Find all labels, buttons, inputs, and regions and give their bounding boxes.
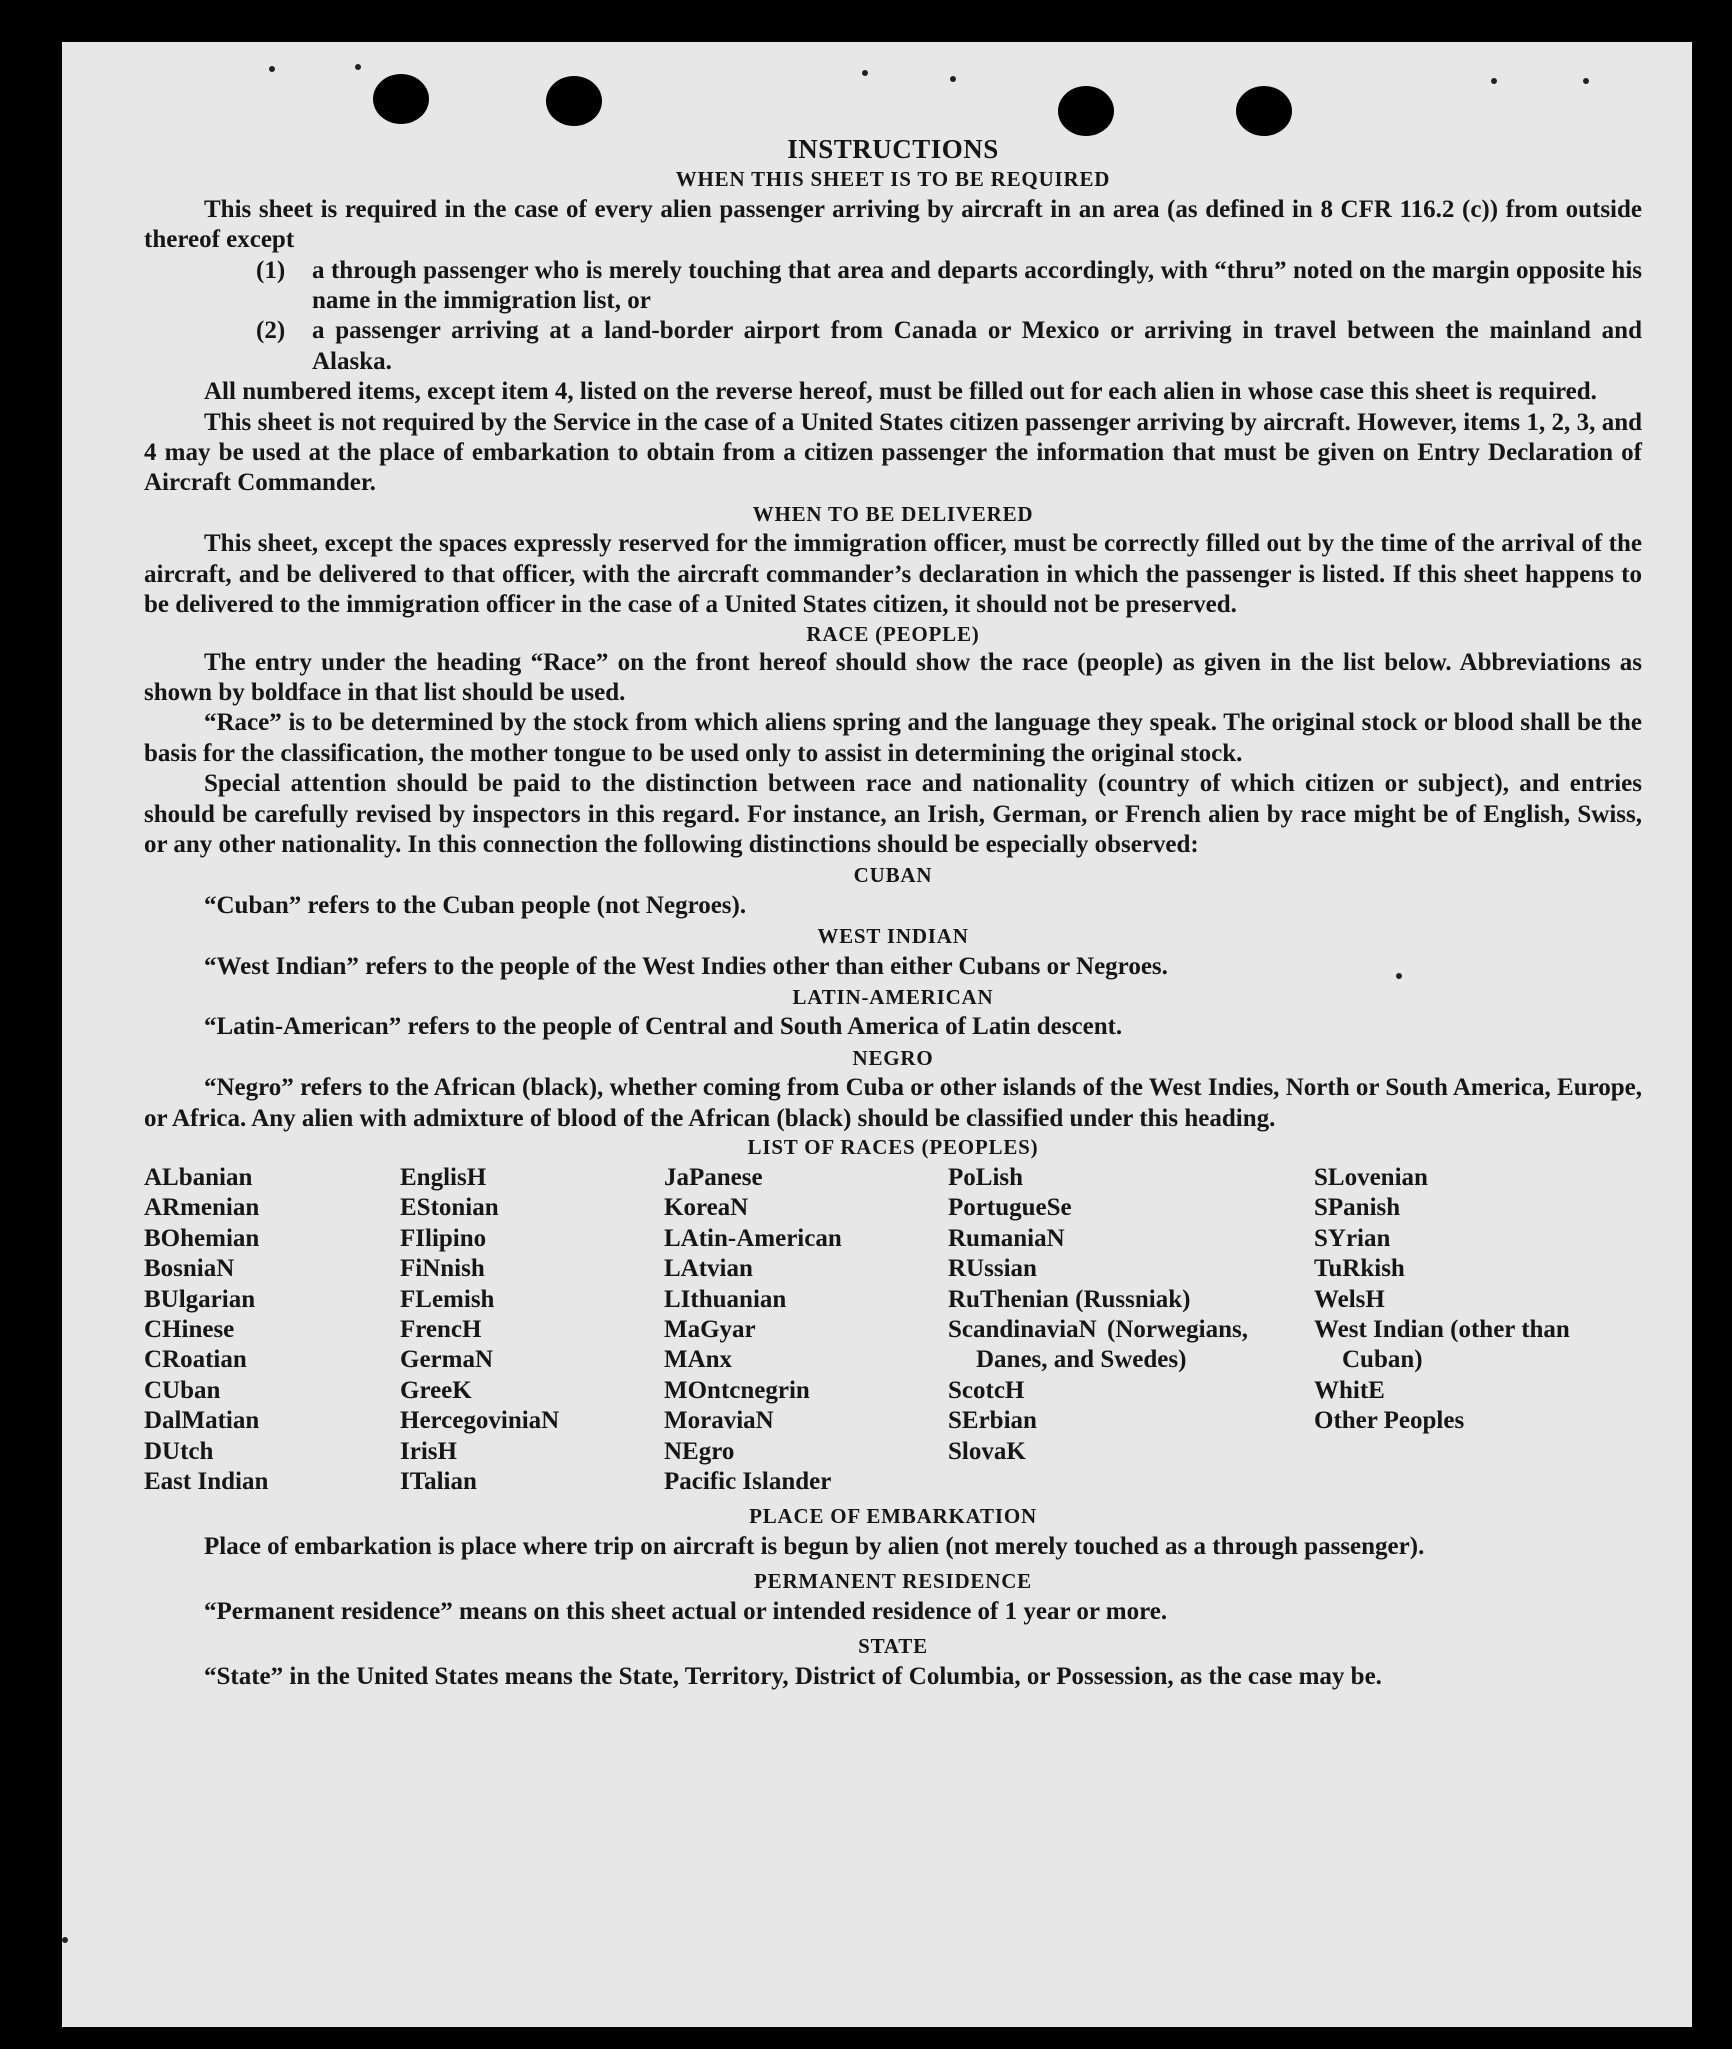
race-item: NEgro [664, 1437, 735, 1465]
race-item: LAtvian [664, 1255, 753, 1283]
race-item: RumaniaN [948, 1224, 1065, 1252]
speck [269, 66, 275, 72]
section-heading: PLACE OF EMBARKATION [749, 1504, 1037, 1529]
paragraph: “State” in the United States means the State, Territory, District of Columbia, or Possession, as the case may be. [204, 1662, 1382, 1690]
race-item: CHinese [144, 1316, 235, 1344]
paragraph: This sheet is required in the case of every alien passenger arriving by aircraft in an area (as defined in 8 CFR 116.2 (c)) from outside thereof except [144, 195, 1642, 254]
race-item: HercegoviniaN [400, 1407, 560, 1435]
paragraph: “Race” is to be determined by the stock from which aliens spring and the language they speak. The original stock or blood shall be the basis for the classification, the mother tongue to be used only to assist in determining the original stock. [144, 709, 1642, 767]
race-item: Pacific Islander [664, 1468, 832, 1496]
paragraph: Special attention should be paid to the distinction between race and nationality (country of which citizen or subject), and entries should be carefully revised by inspectors in this regard. For instance, an Irish, German, or French alien by race might be of English, Swiss, or any other nationality. In this connection the following distinctions should be especially observed: [144, 770, 1642, 858]
paragraph: “Permanent residence” means on this sheet actual or intended residence of 1 year or more. [204, 1597, 1168, 1625]
race-item: FIlipino [400, 1224, 487, 1252]
race-column [144, 1163, 400, 1497]
paragraph: All numbered items, except item 4, listed on the reverse hereof, must be filled out for each alien in whose case this sheet is required. [204, 378, 1597, 406]
speck [950, 76, 956, 82]
section-heading: NEGRO [852, 1045, 934, 1070]
race-item: RuThenian (Russniak) [948, 1285, 1191, 1313]
race-item: CRoatian [144, 1346, 247, 1374]
race-item: IrisH [400, 1437, 457, 1465]
race-item: SlovaK [948, 1437, 1026, 1465]
race-item: SLovenian [1314, 1164, 1428, 1191]
race-item: MaGyar [664, 1316, 756, 1344]
race-item: JaPanese [664, 1164, 763, 1191]
race-item: WhitE [1314, 1376, 1385, 1404]
race-item: TuRkish [1314, 1255, 1405, 1283]
race-column [1314, 1163, 1574, 1497]
paragraph: “Negro” refers to the African (black), whether coming from Cuba or other islands of the West Indies, North or South America, Europe, or Africa. Any alien with admixture of blood of the African (black) should be classified under this heading. [144, 1074, 1642, 1132]
race-item: PoLish [948, 1164, 1024, 1191]
race-item: LAtin-American [664, 1224, 842, 1252]
speck [62, 1937, 68, 1943]
race-item: West Indian (other than Cuban) [1314, 1316, 1570, 1374]
race-column [664, 1163, 948, 1497]
page-title: INSTRUCTIONS [787, 134, 999, 164]
race-item: SYrian [1314, 1224, 1391, 1252]
race-item: PortugueSe [948, 1194, 1072, 1222]
instructions-text [144, 130, 1642, 1692]
speck [1583, 78, 1589, 84]
section-heading: WHEN TO BE DELIVERED [752, 501, 1034, 526]
section-heading: WHEN THIS SHEET IS TO BE REQUIRED [675, 167, 1111, 192]
race-item: SPanish [1314, 1194, 1401, 1222]
race-item: FLemish [400, 1285, 495, 1313]
paragraph: This sheet is not required by the Service in the case of a United States citizen passenger arriving by aircraft. However, items 1, 2, 3, and 4 may be used at the place of embarkation to obtain from a citizen passenger the information that must be given on Entry Declaration of Aircraft Commander. [144, 408, 1642, 497]
race-item: GreeK [400, 1376, 472, 1404]
paragraph: “West Indian” refers to the people of the West Indies other than either Cubans or Negroes. [204, 952, 1168, 980]
section-heading: WEST INDIAN [817, 924, 969, 949]
speck [1491, 78, 1497, 84]
race-item: Other Peoples [1314, 1407, 1465, 1435]
race-item: EStonian [400, 1194, 499, 1222]
race-item: RUssian [948, 1255, 1037, 1283]
race-item: LIthuanian [664, 1285, 787, 1313]
paragraph: This sheet, except the spaces expressly reserved for the immigration officer, must be correctly filled out by the time of the arrival of the aircraft, and be delivered to that officer, with the aircraft commander’s declaration in which the passenger is listed. If this sheet happens to be delivered to the immigration officer in the case of a United States citizen, it should not be preserved. [144, 530, 1642, 619]
race-item: BosniaN [144, 1255, 235, 1283]
race-item: DalMatian [144, 1407, 260, 1435]
document-page [62, 42, 1692, 2027]
punch-hole [1236, 86, 1292, 136]
race-column [400, 1163, 664, 1497]
race-item: ITalian [400, 1468, 477, 1496]
paragraph: The entry under the heading “Race” on the front hereof should show the race (people) as given in the list below. Abbreviations as shown by boldface in that list should be used. [144, 648, 1642, 706]
punch-hole [1058, 86, 1114, 136]
paragraph: “Latin-American” refers to the people of Central and South America of Latin descent. [204, 1013, 1123, 1041]
race-item: ScandinaviaN (Norwegians, Danes, and Swedes) [948, 1316, 1248, 1374]
list-item [256, 256, 1642, 317]
race-item: MAnx [664, 1346, 733, 1374]
speck [355, 64, 361, 70]
race-item: SErbian [948, 1407, 1037, 1435]
item-text: a through passenger who is merely touching that area and departs accordingly, with “thru” noted on the margin opposite his name in the immigration list, or [312, 256, 1642, 315]
race-item: DUtch [144, 1437, 214, 1465]
race-item: EnglisH [400, 1164, 487, 1191]
punch-hole [546, 76, 602, 126]
list-item [256, 316, 1642, 377]
race-item: KoreaN [664, 1194, 749, 1222]
paragraph: “Cuban” refers to the Cuban people (not Negroes). [204, 891, 747, 919]
race-item: MOntcnegrin [664, 1376, 810, 1404]
race-item: FiNnish [400, 1255, 485, 1283]
punch-hole [373, 74, 429, 124]
race-item: ARmenian [144, 1194, 260, 1222]
item-text: a passenger arriving at a land-border airport from Canada or Mexico or arriving in travel between the mainland and Alaska. [312, 317, 1642, 375]
race-item: East Indian [144, 1468, 269, 1496]
race-item: BOhemian [144, 1224, 260, 1252]
section-heading: PERMANENT RESIDENCE [754, 1569, 1032, 1594]
race-item: ALbanian [144, 1164, 253, 1191]
race-item: FrencH [400, 1316, 482, 1344]
section-heading: RACE (PEOPLE) [806, 621, 980, 646]
race-item: CUban [144, 1376, 221, 1404]
race-column [948, 1163, 1248, 1497]
section-heading: LIST OF RACES (PEOPLES) [747, 1135, 1039, 1159]
section-heading: STATE [858, 1634, 928, 1659]
item-number: (2) [256, 317, 286, 345]
section-heading: CUBAN [853, 863, 933, 888]
section-heading: LATIN-AMERICAN [792, 984, 994, 1009]
race-list [144, 1163, 1642, 1497]
race-item: WelsH [1314, 1285, 1385, 1313]
race-item: MoraviaN [664, 1407, 774, 1435]
race-item: GermaN [400, 1346, 494, 1374]
race-item: BUlgarian [144, 1285, 256, 1313]
item-number: (1) [256, 256, 286, 284]
speck [862, 70, 868, 76]
paragraph: Place of embarkation is place where trip on aircraft is begun by alien (not merely touched as a through passenger). [204, 1532, 1425, 1560]
race-item: ScotcH [948, 1376, 1025, 1404]
